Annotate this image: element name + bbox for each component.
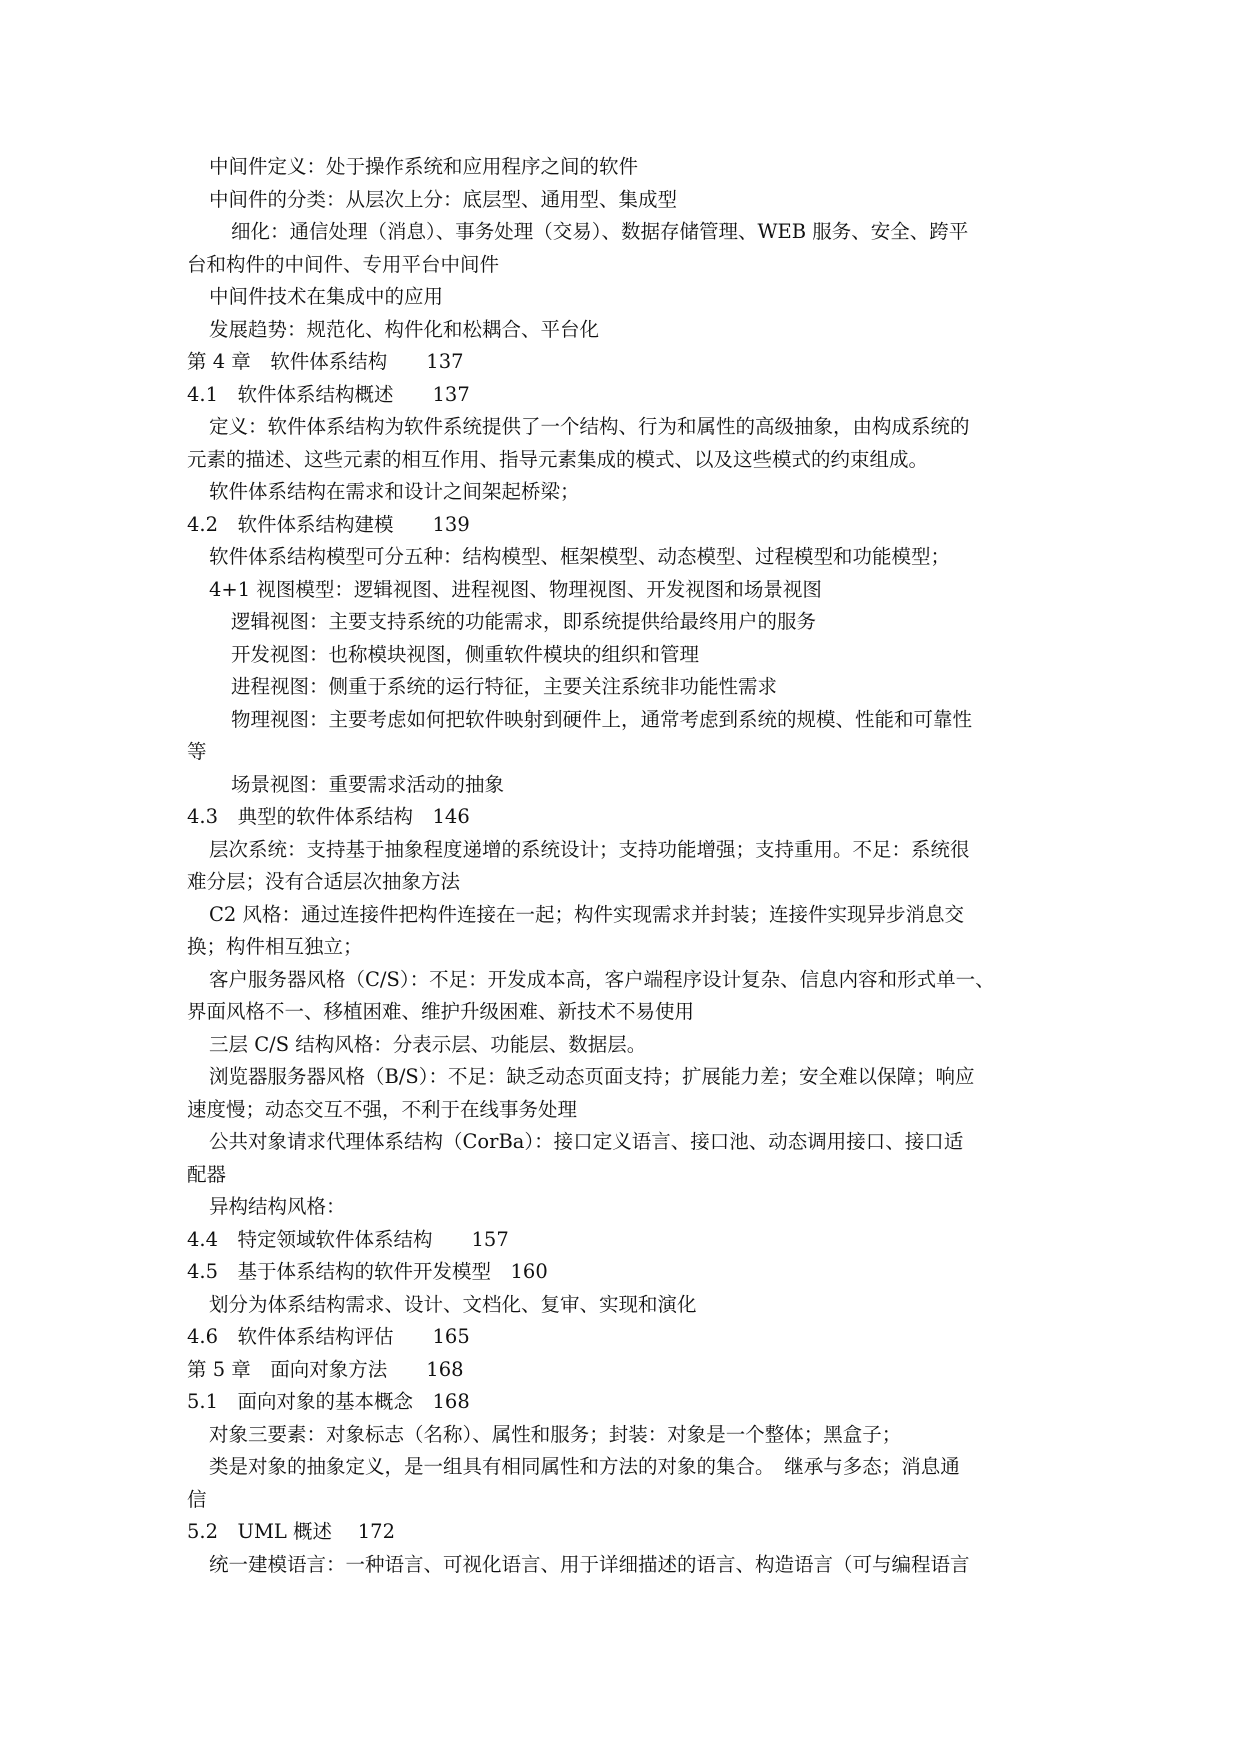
text-line: 逻辑视图：主要支持系统的功能需求，即系统提供给最终用户的服务 bbox=[231, 610, 817, 633]
text-line: 4.2 软件体系结构建模 139 bbox=[187, 512, 470, 536]
text-line: 4.3 典型的软件体系结构 146 bbox=[187, 805, 470, 828]
text-line: 细化：通信处理（消息）、事务处理（交易）、数据存储管理、WEB 服务、安全、跨平 bbox=[231, 220, 969, 243]
text-line: 客户服务器风格（C/S）：不足：开发成本高，客户端程序设计复杂、信息内容和形式单一、 bbox=[209, 967, 995, 991]
text-line: 换；构件相互独立； bbox=[187, 935, 363, 958]
text-line: 对象三要素：对象标志（名称）、属性和服务；封装：对象是一个整体；黑盒子； bbox=[209, 1422, 902, 1446]
text-line: 场景视图：重要需求活动的抽象 bbox=[231, 772, 505, 796]
text-line: 台和构件的中间件、专用平台中间件 bbox=[187, 252, 500, 276]
text-line: 定义：软件体系结构为软件系统提供了一个结构、行为和属性的高级抽象，由构成系统的 bbox=[209, 415, 970, 438]
text-line: 公共对象请求代理体系结构（CorBa）：接口定义语言、接口池、动态调用接口、接口适 bbox=[209, 1130, 964, 1153]
text-line: 浏览器服务器风格（B/S）：不足：缺乏动态页面支持；扩展能力差；安全难以保障；响应 bbox=[209, 1065, 975, 1088]
text-line: 4.5 基于体系结构的软件开发模型 160 bbox=[187, 1260, 548, 1283]
text-line: 5.2 UML 概述 172 bbox=[187, 1520, 395, 1543]
text-line: 软件体系结构模型可分五种：结构模型、框架模型、动态模型、过程模型和功能模型； bbox=[209, 545, 951, 568]
text-line: 4+1 视图模型：逻辑视图、进程视图、物理视图、开发视图和场景视图 bbox=[209, 577, 822, 601]
text-line: C2 风格：通过连接件把构件连接在一起；构件实现需求并封装；连接件实现异步消息交 bbox=[209, 902, 965, 926]
text-line: 难分层；没有合适层次抽象方法 bbox=[187, 870, 461, 893]
text-line: 软件体系结构在需求和设计之间架起桥梁； bbox=[209, 480, 580, 503]
text-line: 发展趋势：规范化、构件化和松耦合、平台化 bbox=[209, 317, 600, 341]
text-line: 信 bbox=[187, 1487, 207, 1511]
text-line: 4.1 软件体系结构概述 137 bbox=[187, 382, 470, 406]
text-line: 中间件技术在集成中的应用 bbox=[209, 285, 444, 308]
text-line: 物理视图：主要考虑如何把软件映射到硬件上，通常考虑到系统的规模、性能和可靠性 bbox=[231, 707, 973, 731]
text-line: 层次系统：支持基于抽象程度递增的系统设计；支持功能增强；支持重用。不足：系统很 bbox=[209, 837, 970, 861]
text-line: 界面风格不一、移植困难、维护升级困难、新技术不易使用 bbox=[187, 1000, 695, 1023]
text-line: 第 4 章 软件体系结构 137 bbox=[187, 350, 464, 373]
text-line: 三层 C/S 结构风格：分表示层、功能层、数据层。 bbox=[209, 1032, 647, 1056]
text-line: 4.4 特定领域软件体系结构 157 bbox=[187, 1227, 509, 1251]
document-body bbox=[187, 151, 1057, 1581]
text-line: 异构结构风格： bbox=[209, 1195, 346, 1218]
text-line: 配器 bbox=[187, 1162, 227, 1186]
text-line: 5.1 面向对象的基本概念 168 bbox=[187, 1390, 470, 1413]
text-line: 元素的描述、这些元素的相互作用、指导元素集成的模式、以及这些模式的约束组成。 bbox=[187, 447, 929, 471]
text-line: 进程视图：侧重于系统的运行特征，主要关注系统非功能性需求 bbox=[231, 675, 778, 698]
text-line: 中间件定义：处于操作系统和应用程序之间的软件 bbox=[209, 155, 639, 178]
text-line: 第 5 章 面向对象方法 168 bbox=[187, 1357, 464, 1381]
text-line: 划分为体系结构需求、设计、文档化、复审、实现和演化 bbox=[209, 1292, 697, 1316]
text-line: 类是对象的抽象定义，是一组具有相同属性和方法的对象的集合。 继承与多态；消息通 bbox=[209, 1455, 960, 1478]
text-line: 等 bbox=[187, 740, 207, 763]
text-line: 速度慢；动态交互不强，不利于在线事务处理 bbox=[187, 1097, 578, 1121]
text-line: 4.6 软件体系结构评估 165 bbox=[187, 1325, 470, 1348]
text-line: 开发视图：也称模块视图，侧重软件模块的组织和管理 bbox=[231, 642, 700, 666]
text-line: 统一建模语言：一种语言、可视化语言、用于详细描述的语言、构造语言（可与编程语言 bbox=[209, 1552, 970, 1576]
text-line: 中间件的分类：从层次上分：底层型、通用型、集成型 bbox=[209, 187, 678, 211]
